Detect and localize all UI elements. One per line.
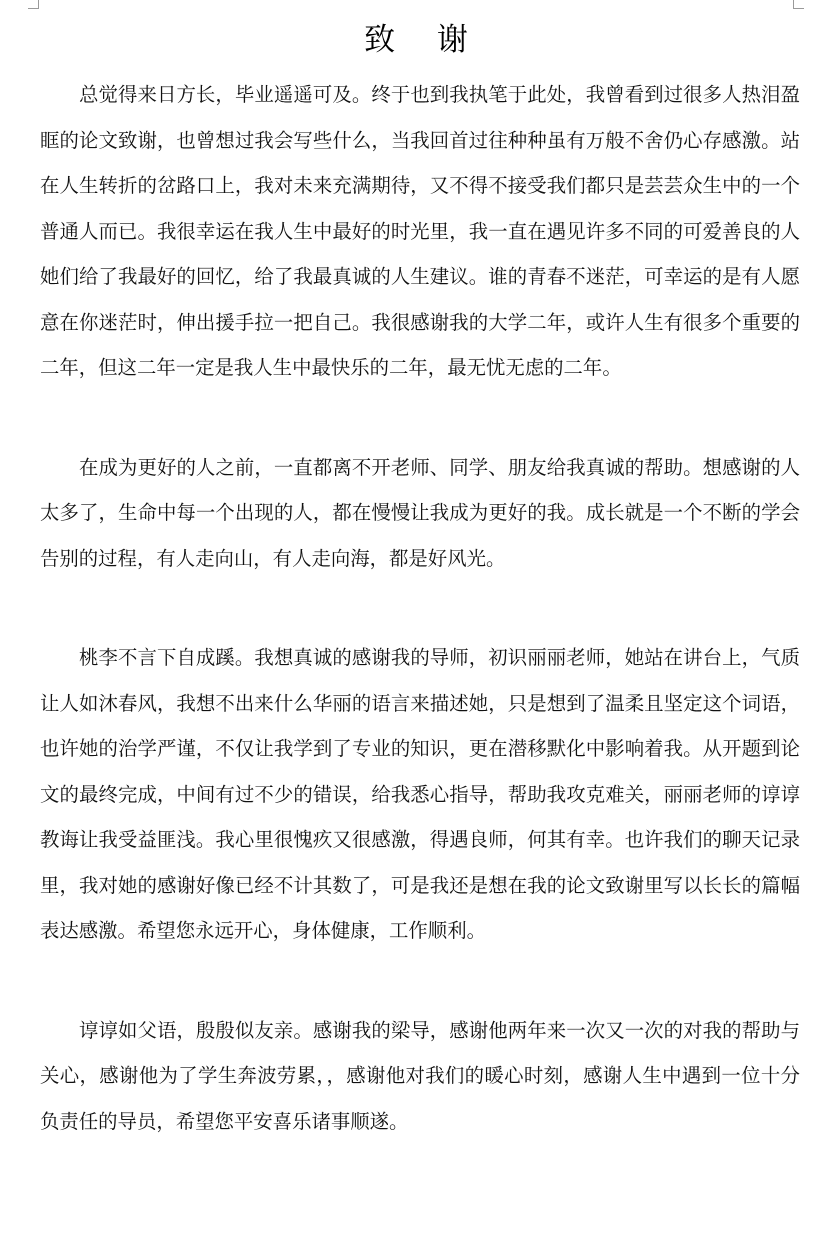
crop-mark-top-right [793,0,804,9]
crop-mark-top-left [28,0,39,9]
paragraph-2: 在成为更好的人之前，一直都离不开老师、同学、朋友给我真诚的帮助。想感谢的人太多了，生命中每一个出现的人，都在慢慢让我成为更好的我。成长就是一个不断的学会告别的过程，有人走向山，有人走向海，都是好风光。 [40,455,800,570]
paragraph-3: 桃李不言下自成蹊。我想真诚的感谢我的导师，初识丽丽老师，她站在讲台上，气质让人如沐春风，我想不出来什么华丽的语言来描述她，只是想到了温柔且坚定这个词语，也许她的治学严谨，不仅让我学到了专业的知识，更在潜移默化中影响着我。从开题到论文的最终完成，中间有过不少的错误，给我悉心指导，帮助我攻克难关，丽丽老师的谆谆教诲让我受益匪浅。我心里很愧疚又很感激，得遇良师，何其有幸。也许我们的聊天记录里，我对她的感谢好像已经不计其数了，可是我还是想在我的论文致谢里写以长长的篇幅表达感激。希望您永远开心，身体健康，工作顺利。 [40,646,800,942]
paragraph-1: 总觉得来日方长，毕业遥遥可及。终于也到我执笔于此处，我曾看到过很多人热泪盈眶的论文致谢，也曾想过我会写些什么，当我回首过往种种虽有万般不舍仍心存感激。站在人生转折的岔路口上，我对未来充满期待，又不得不接受我们都只是芸芸众生中的一个普通人而已。我很幸运在我人生中最好的时光里，我一直在遇见许多不同的可爱善良的人她们给了我最好的回忆，给了我最真诚的人生建议。谁的青春不迷茫，可幸运的是有人愿意在你迷茫时，伸出援手拉一把自己。我很感谢我的大学二年，或许人生有很多个重要的二年，但这二年一定是我人生中最快乐的二年，最无忧无虑的二年。 [40,83,800,379]
paragraph-spacer [40,391,800,445]
acknowledgement-body [40,72,800,1144]
page-title: 致 谢 [364,22,484,58]
paragraph-4: 谆谆如父语，殷殷似友亲。感谢我的梁导，感谢他两年来一次又一次的对我的帮助与关心，感谢他为了学生奔波劳累，，感谢他对我们的暖心时刻，感谢人生中遇到一位十分负责任的导员，希望您平安喜乐诸事顺遂。 [40,1018,800,1133]
paragraph-spacer [40,954,800,1008]
paragraph-spacer [40,581,800,635]
